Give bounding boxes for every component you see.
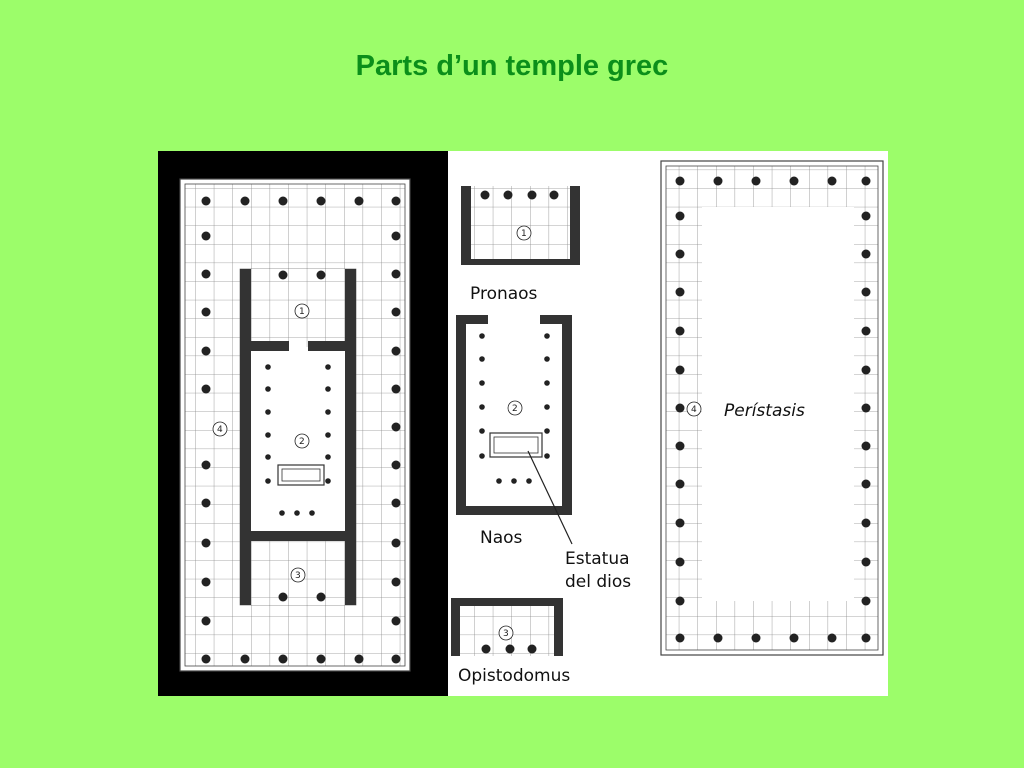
naos-marker: 2 bbox=[512, 404, 518, 414]
label-statue-line1: Estatua bbox=[565, 549, 630, 569]
parts-panel bbox=[448, 151, 656, 696]
label-peristasis: Perístasis bbox=[724, 401, 805, 421]
marker-4-label: 4 bbox=[217, 425, 223, 435]
pronaos-detail bbox=[461, 186, 580, 265]
marker-2-label: 2 bbox=[299, 437, 305, 447]
marker-1-label: 1 bbox=[299, 307, 305, 317]
temple-plan-figure bbox=[158, 151, 888, 696]
naos-detail bbox=[456, 315, 572, 544]
marker-3-label: 3 bbox=[295, 571, 301, 581]
label-pronaos: Pronaos bbox=[470, 284, 538, 304]
full-temple-plan bbox=[158, 151, 448, 696]
peristasis-detail bbox=[656, 151, 888, 696]
pronaos-marker: 1 bbox=[521, 229, 527, 239]
slide-title: Parts d’un temple grec bbox=[355, 50, 669, 82]
opistodomus-marker: 3 bbox=[503, 629, 509, 639]
peristasis-marker: 4 bbox=[691, 405, 697, 415]
label-statue-line2: del dios bbox=[565, 572, 632, 592]
label-opistodomus: Opistodomus bbox=[458, 666, 571, 686]
opistodomus-detail bbox=[451, 598, 563, 656]
label-naos: Naos bbox=[480, 528, 523, 548]
